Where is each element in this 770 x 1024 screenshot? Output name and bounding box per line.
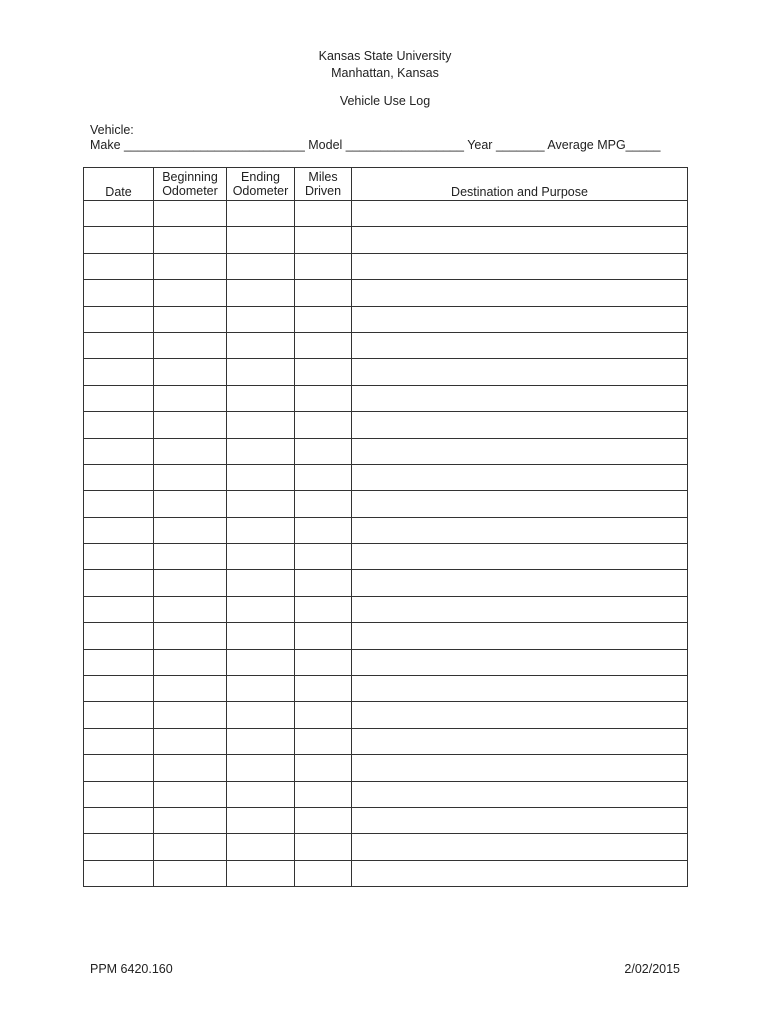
date-cell[interactable]: [84, 201, 154, 227]
beginning-odometer-cell[interactable]: [154, 412, 227, 438]
miles-driven-cell[interactable]: [295, 623, 352, 649]
miles-driven-cell[interactable]: [295, 253, 352, 279]
table-row: [84, 649, 688, 675]
table-row: [84, 781, 688, 807]
beginning-odometer-cell[interactable]: [154, 491, 227, 517]
miles-driven-cell[interactable]: [295, 306, 352, 332]
destination-purpose-cell[interactable]: [352, 807, 688, 833]
destination-purpose-cell[interactable]: [352, 517, 688, 543]
miles-driven-cell[interactable]: [295, 676, 352, 702]
destination-purpose-cell[interactable]: [352, 702, 688, 728]
vehicle-fields-line: Make __________________________ Model _________________ Year _______ Average MPG_____: [90, 138, 661, 152]
beginning-odometer-cell[interactable]: [154, 517, 227, 543]
table-row: [84, 438, 688, 464]
date-cell[interactable]: [84, 464, 154, 490]
beginning-odometer-cell[interactable]: [154, 464, 227, 490]
date-cell[interactable]: [84, 332, 154, 358]
destination-purpose-cell[interactable]: [352, 834, 688, 860]
destination-purpose-cell[interactable]: [352, 280, 688, 306]
table-row: [84, 385, 688, 411]
beginning-odometer-cell[interactable]: [154, 702, 227, 728]
destination-purpose-cell[interactable]: [352, 860, 688, 886]
miles-driven-cell[interactable]: [295, 332, 352, 358]
ending-odometer-cell[interactable]: [227, 834, 295, 860]
ending-odometer-cell[interactable]: [227, 280, 295, 306]
ending-odometer-cell[interactable]: [227, 306, 295, 332]
date-cell[interactable]: [84, 438, 154, 464]
destination-purpose-cell[interactable]: [352, 227, 688, 253]
table-row: [84, 280, 688, 306]
destination-purpose-cell[interactable]: [352, 359, 688, 385]
table-row: [84, 755, 688, 781]
table-row: [84, 227, 688, 253]
destination-purpose-cell[interactable]: [352, 570, 688, 596]
destination-purpose-cell[interactable]: [352, 596, 688, 622]
date-cell[interactable]: [84, 860, 154, 886]
miles-driven-cell[interactable]: [295, 702, 352, 728]
table-header-row: [84, 168, 688, 201]
destination-purpose-cell[interactable]: [352, 623, 688, 649]
ending-odometer-cell[interactable]: [227, 359, 295, 385]
miles-driven-cell[interactable]: [295, 227, 352, 253]
column-header-line2: Odometer: [162, 184, 218, 198]
ending-odometer-cell[interactable]: [227, 781, 295, 807]
miles-driven-cell[interactable]: [295, 280, 352, 306]
beginning-odometer-cell[interactable]: [154, 359, 227, 385]
miles-driven-cell[interactable]: [295, 807, 352, 833]
ending-odometer-cell[interactable]: [227, 201, 295, 227]
table-row: [84, 464, 688, 490]
beginning-odometer-cell[interactable]: [154, 570, 227, 596]
beginning-odometer-cell[interactable]: [154, 676, 227, 702]
miles-driven-cell[interactable]: [295, 596, 352, 622]
column-header-line1: Beginning: [162, 170, 218, 184]
table-row: [84, 702, 688, 728]
miles-driven-cell[interactable]: [295, 728, 352, 754]
ending-odometer-cell[interactable]: [227, 412, 295, 438]
beginning-odometer-cell[interactable]: [154, 728, 227, 754]
beginning-odometer-cell[interactable]: [154, 649, 227, 675]
date-cell[interactable]: [84, 385, 154, 411]
ending-odometer-cell[interactable]: [227, 464, 295, 490]
miles-driven-cell[interactable]: [295, 755, 352, 781]
miles-driven-cell[interactable]: [295, 464, 352, 490]
destination-purpose-cell[interactable]: [352, 464, 688, 490]
miles-driven-cell[interactable]: [295, 860, 352, 886]
beginning-odometer-cell[interactable]: [154, 544, 227, 570]
column-header-destination-purpose: [352, 168, 688, 201]
destination-purpose-cell[interactable]: [352, 253, 688, 279]
ending-odometer-cell[interactable]: [227, 807, 295, 833]
beginning-odometer-cell[interactable]: [154, 280, 227, 306]
table-row: [84, 491, 688, 517]
ending-odometer-cell[interactable]: [227, 385, 295, 411]
beginning-odometer-cell[interactable]: [154, 438, 227, 464]
vehicle-label: Vehicle:: [90, 123, 134, 137]
miles-driven-cell[interactable]: [295, 649, 352, 675]
table-row: [84, 676, 688, 702]
beginning-odometer-cell[interactable]: [154, 834, 227, 860]
policy-number: PPM 6420.160: [90, 962, 173, 976]
ending-odometer-cell[interactable]: [227, 702, 295, 728]
miles-driven-cell[interactable]: [295, 412, 352, 438]
beginning-odometer-cell[interactable]: [154, 201, 227, 227]
beginning-odometer-cell[interactable]: [154, 253, 227, 279]
date-cell[interactable]: [84, 570, 154, 596]
destination-purpose-cell[interactable]: [352, 332, 688, 358]
date-cell[interactable]: [84, 253, 154, 279]
miles-driven-cell[interactable]: [295, 781, 352, 807]
destination-purpose-cell[interactable]: [352, 781, 688, 807]
miles-driven-cell[interactable]: [295, 570, 352, 596]
destination-purpose-cell[interactable]: [352, 412, 688, 438]
miles-driven-cell[interactable]: [295, 544, 352, 570]
ending-odometer-cell[interactable]: [227, 570, 295, 596]
miles-driven-cell[interactable]: [295, 359, 352, 385]
date-cell[interactable]: [84, 544, 154, 570]
table-row: [84, 412, 688, 438]
beginning-odometer-cell[interactable]: [154, 332, 227, 358]
ending-odometer-cell[interactable]: [227, 544, 295, 570]
miles-driven-cell[interactable]: [295, 834, 352, 860]
date-cell[interactable]: [84, 623, 154, 649]
document-title: Vehicle Use Log: [339, 94, 431, 108]
ending-odometer-cell[interactable]: [227, 623, 295, 649]
beginning-odometer-cell[interactable]: [154, 596, 227, 622]
date-cell[interactable]: [84, 491, 154, 517]
table-row: [84, 544, 688, 570]
date-cell[interactable]: [84, 306, 154, 332]
ending-odometer-cell[interactable]: [227, 649, 295, 675]
beginning-odometer-cell[interactable]: [154, 860, 227, 886]
miles-driven-cell[interactable]: [295, 201, 352, 227]
ending-odometer-cell[interactable]: [227, 728, 295, 754]
destination-purpose-cell[interactable]: [352, 385, 688, 411]
ending-odometer-cell[interactable]: [227, 253, 295, 279]
table-row: [84, 728, 688, 754]
table-row: [84, 359, 688, 385]
table-row: [84, 306, 688, 332]
miles-driven-cell[interactable]: [295, 491, 352, 517]
destination-purpose-cell[interactable]: [352, 676, 688, 702]
destination-purpose-cell[interactable]: [352, 438, 688, 464]
beginning-odometer-cell[interactable]: [154, 623, 227, 649]
column-header-line1: Ending: [241, 170, 280, 184]
date-cell[interactable]: [84, 807, 154, 833]
table-row: [84, 332, 688, 358]
beginning-odometer-cell[interactable]: [154, 385, 227, 411]
column-header-line2: Driven: [304, 184, 342, 198]
date-cell[interactable]: [84, 596, 154, 622]
miles-driven-cell[interactable]: [295, 385, 352, 411]
column-header-date-label: Date: [105, 185, 132, 199]
table-row: [84, 517, 688, 543]
ending-odometer-cell[interactable]: [227, 676, 295, 702]
date-cell[interactable]: [84, 412, 154, 438]
vehicle-log-table: [83, 167, 688, 887]
ending-odometer-cell[interactable]: [227, 860, 295, 886]
ending-odometer-cell[interactable]: [227, 332, 295, 358]
table-row: [84, 596, 688, 622]
beginning-odometer-cell[interactable]: [154, 306, 227, 332]
date-cell[interactable]: [84, 676, 154, 702]
beginning-odometer-cell[interactable]: [154, 755, 227, 781]
date-cell[interactable]: [84, 517, 154, 543]
ending-odometer-cell[interactable]: [227, 227, 295, 253]
destination-purpose-cell[interactable]: [352, 544, 688, 570]
column-header-ending-odometer: [227, 168, 295, 201]
destination-purpose-cell[interactable]: [352, 728, 688, 754]
table-row: [84, 623, 688, 649]
column-header-beginning-odometer: [154, 168, 227, 201]
column-header-miles-driven: [295, 168, 352, 201]
miles-driven-cell[interactable]: [295, 438, 352, 464]
destination-purpose-cell[interactable]: [352, 201, 688, 227]
beginning-odometer-cell[interactable]: [154, 807, 227, 833]
date-cell[interactable]: [84, 755, 154, 781]
table-row: [84, 860, 688, 886]
miles-driven-cell[interactable]: [295, 517, 352, 543]
column-header-line1: Miles: [308, 170, 338, 184]
destination-purpose-cell[interactable]: [352, 306, 688, 332]
beginning-odometer-cell[interactable]: [154, 227, 227, 253]
destination-purpose-cell[interactable]: [352, 491, 688, 517]
table-row: [84, 834, 688, 860]
date-cell[interactable]: [84, 728, 154, 754]
date-cell[interactable]: [84, 834, 154, 860]
ending-odometer-cell[interactable]: [227, 755, 295, 781]
university-location: Manhattan, Kansas: [331, 66, 439, 80]
table-row: [84, 570, 688, 596]
ending-odometer-cell[interactable]: [227, 491, 295, 517]
table-row: [84, 201, 688, 227]
destination-purpose-cell[interactable]: [352, 649, 688, 675]
date-cell[interactable]: [84, 359, 154, 385]
ending-odometer-cell[interactable]: [227, 438, 295, 464]
column-header-destination-label: Destination and Purpose: [451, 185, 588, 199]
university-name: Kansas State University: [318, 49, 452, 63]
date-cell[interactable]: [84, 702, 154, 728]
ending-odometer-cell[interactable]: [227, 517, 295, 543]
table-row: [84, 807, 688, 833]
date-cell[interactable]: [84, 649, 154, 675]
table-row: [84, 253, 688, 279]
beginning-odometer-cell[interactable]: [154, 781, 227, 807]
revision-date: 2/02/2015: [624, 962, 680, 976]
ending-odometer-cell[interactable]: [227, 596, 295, 622]
destination-purpose-cell[interactable]: [352, 755, 688, 781]
column-header-date: [84, 168, 154, 201]
date-cell[interactable]: [84, 781, 154, 807]
date-cell[interactable]: [84, 227, 154, 253]
date-cell[interactable]: [84, 280, 154, 306]
column-header-line2: Odometer: [232, 184, 289, 198]
